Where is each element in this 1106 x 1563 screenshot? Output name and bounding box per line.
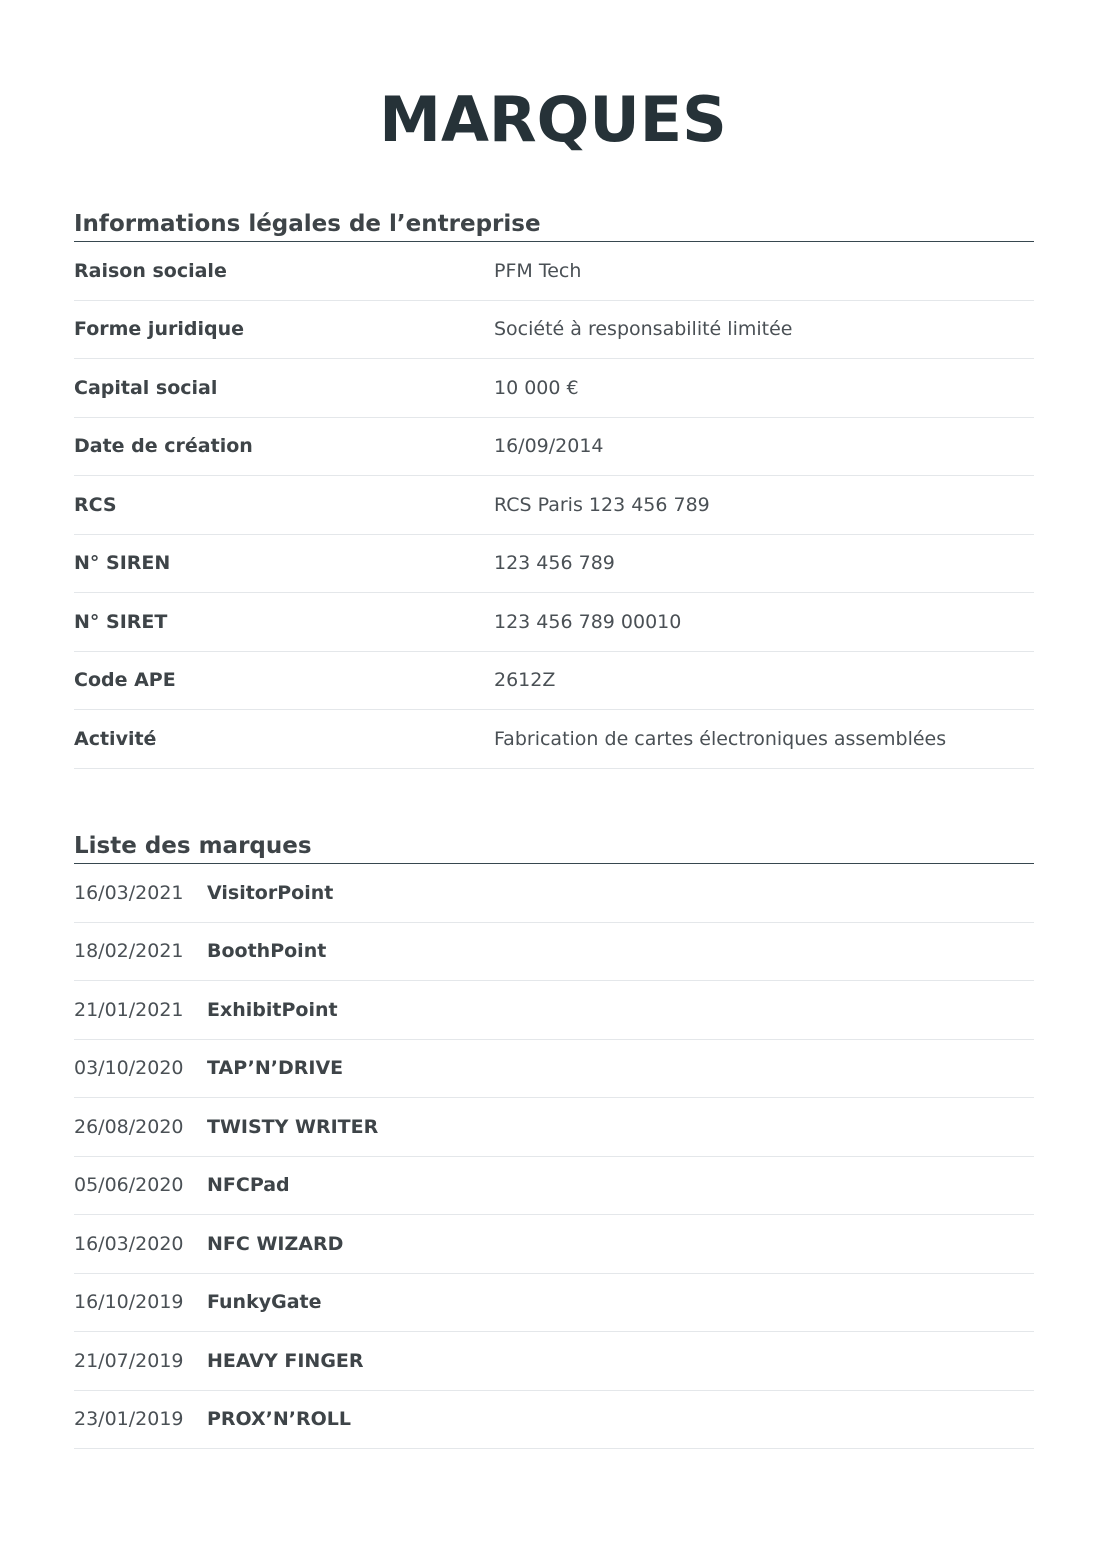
brand-name: ExhibitPoint bbox=[207, 998, 338, 1021]
legal-info-value: RCS Paris 123 456 789 bbox=[494, 493, 710, 516]
brand-name: NFC WIZARD bbox=[207, 1232, 344, 1255]
brand-date: 26/08/2020 bbox=[74, 1115, 184, 1138]
legal-info-row bbox=[74, 476, 1034, 535]
legal-info-row bbox=[74, 652, 1034, 711]
legal-info-value: Fabrication de cartes électroniques assemblées bbox=[494, 727, 947, 750]
legal-info-section bbox=[74, 208, 1034, 769]
brand-row bbox=[74, 1157, 1034, 1216]
legal-info-label: Forme juridique bbox=[74, 318, 244, 341]
legal-info-row bbox=[74, 359, 1034, 418]
legal-info-label: N° SIREN bbox=[74, 552, 171, 575]
brands-heading: Liste des marques bbox=[74, 830, 1034, 864]
legal-info-row bbox=[74, 418, 1034, 477]
brand-date: 23/01/2019 bbox=[74, 1408, 184, 1431]
brand-name: BoothPoint bbox=[207, 940, 327, 963]
legal-info-label: Raison sociale bbox=[74, 259, 227, 282]
legal-info-value: 123 456 789 00010 bbox=[494, 610, 682, 633]
brand-date: 16/10/2019 bbox=[74, 1291, 184, 1314]
brand-date: 21/07/2019 bbox=[74, 1349, 184, 1372]
legal-info-row bbox=[74, 242, 1034, 301]
brand-date: 21/01/2021 bbox=[74, 998, 184, 1021]
brands-section bbox=[74, 830, 1034, 1449]
brand-name: PROX’N’ROLL bbox=[207, 1408, 352, 1431]
legal-info-value: 2612Z bbox=[494, 669, 556, 692]
legal-info-label: N° SIRET bbox=[74, 610, 168, 633]
brand-row bbox=[74, 1098, 1034, 1157]
brand-date: 16/03/2021 bbox=[74, 881, 184, 904]
legal-info-row bbox=[74, 301, 1034, 360]
brand-date: 03/10/2020 bbox=[74, 1057, 184, 1080]
legal-info-value: PFM Tech bbox=[494, 259, 582, 282]
brand-row bbox=[74, 1274, 1034, 1333]
legal-info-label: Date de création bbox=[74, 435, 253, 458]
legal-info-value: 123 456 789 bbox=[494, 552, 615, 575]
brands-list bbox=[74, 864, 1034, 1449]
legal-info-row bbox=[74, 535, 1034, 594]
brand-name: HEAVY FINGER bbox=[207, 1349, 364, 1372]
brand-date: 16/03/2020 bbox=[74, 1232, 184, 1255]
legal-info-value: 10 000 € bbox=[494, 376, 579, 399]
brand-date: 05/06/2020 bbox=[74, 1174, 184, 1197]
brand-name: FunkyGate bbox=[207, 1291, 322, 1314]
brand-row bbox=[74, 923, 1034, 982]
legal-info-value: 16/09/2014 bbox=[494, 435, 604, 458]
legal-info-row bbox=[74, 710, 1034, 769]
brand-name: TWISTY WRITER bbox=[207, 1115, 379, 1138]
brand-name: VisitorPoint bbox=[207, 881, 334, 904]
legal-info-value: Société à responsabilité limitée bbox=[494, 318, 793, 341]
page-title: MARQUES bbox=[379, 83, 727, 156]
brand-row bbox=[74, 1391, 1034, 1450]
brand-row bbox=[74, 864, 1034, 923]
legal-info-label: Code APE bbox=[74, 669, 176, 692]
legal-info-label: Activité bbox=[74, 727, 157, 750]
legal-info-row bbox=[74, 593, 1034, 652]
brand-row bbox=[74, 981, 1034, 1040]
brand-name: TAP’N’DRIVE bbox=[207, 1057, 344, 1080]
brand-row bbox=[74, 1332, 1034, 1391]
brand-name: NFCPad bbox=[207, 1174, 290, 1197]
legal-info-heading: Informations légales de l’entreprise bbox=[74, 208, 1034, 242]
legal-info-label: Capital social bbox=[74, 376, 218, 399]
legal-info-table bbox=[74, 242, 1034, 769]
brand-date: 18/02/2021 bbox=[74, 940, 184, 963]
brand-row bbox=[74, 1215, 1034, 1274]
legal-info-label: RCS bbox=[74, 493, 117, 516]
brand-row bbox=[74, 1040, 1034, 1099]
